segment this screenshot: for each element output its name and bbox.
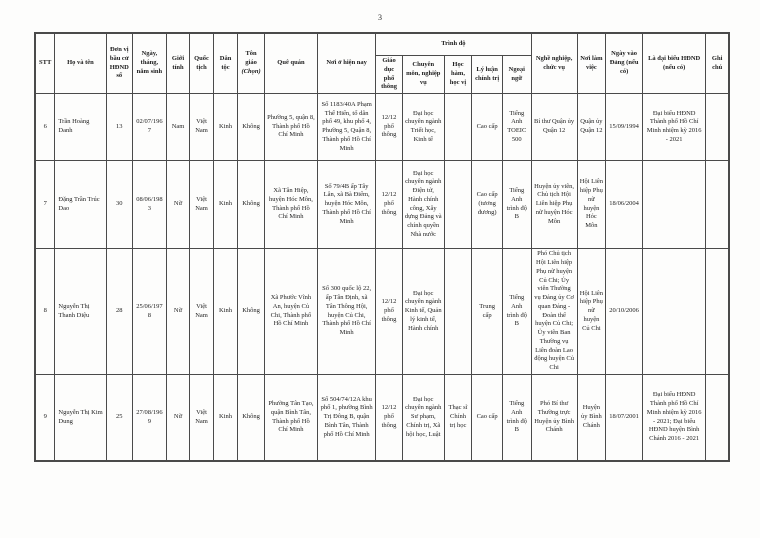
cell-hometown: Phường Tân Tạo, quận Bình Tân, Thành phố Hồ Chí Minh: [264, 375, 317, 461]
header-politics: Lý luận chính trị: [472, 56, 503, 94]
cell-politics: Cao cấp (tương đương): [472, 161, 503, 249]
cell-party-date: 18/07/2001: [606, 375, 643, 461]
delegates-table-container: [35, 33, 729, 461]
cell-residence: Số 1183/40A Phạm Thế Hiển, tổ dân phố 49, khu phố 4, Phường 5, Quận 8, Thành phố Hồ Chí Minh: [318, 94, 376, 161]
header-religion-label: Tôn giáo: [245, 50, 257, 67]
cell-dob: 25/06/1978: [133, 249, 167, 375]
cell-religion: Không: [238, 249, 265, 375]
cell-delegate: Đại biểu HĐND Thành phố Hồ Chí Minh nhiệm kỳ 2016 - 2021: [642, 94, 705, 161]
header-education: Giáo dục phổ thông: [376, 56, 403, 94]
header-dob: Ngày, tháng, năm sinh: [133, 34, 167, 94]
cell-dob: 27/08/1969: [133, 375, 167, 461]
header-religion-note: (Chọn): [241, 67, 261, 75]
cell-education: 12/12 phổ thông: [376, 94, 403, 161]
header-religion: [238, 34, 265, 94]
header-name: Họ và tên: [55, 34, 106, 94]
header-residence: Nơi ở hiện nay: [318, 34, 376, 94]
header-qualification-group: Trình độ: [376, 34, 531, 56]
cell-specialty: Đại học chuyên ngành Kinh tế, Quản lý kinh tế, Hành chính: [402, 249, 444, 375]
header-language: Ngoại ngữ: [502, 56, 531, 94]
cell-dob: 02/07/1967: [133, 94, 167, 161]
cell-education: 12/12 phổ thông: [376, 249, 403, 375]
header-gender: Giới tính: [166, 34, 190, 94]
header-ethnicity: Dân tộc: [213, 34, 238, 94]
cell-unit: 28: [106, 249, 133, 375]
cell-job: Phó Chủ tịch Hội Liên hiệp Phụ nữ huyện Củ Chi; Ủy viên Thường vụ Đảng ủy Cơ quan Đảng - Đoàn thể huyện Củ Chi; Ủy viên Ban Thường vụ Liên đoàn Lao động huyện Củ Chi: [531, 249, 577, 375]
cell-gender: Nữ: [166, 161, 190, 249]
cell-ethnicity: Kinh: [213, 94, 238, 161]
cell-workplace: Hội Liên hiệp Phụ nữ huyện Củ Chi: [577, 249, 606, 375]
cell-nationality: Việt Nam: [190, 161, 214, 249]
cell-delegate: [642, 249, 705, 375]
delegates-table: [35, 33, 729, 461]
cell-education: 12/12 phổ thông: [376, 375, 403, 461]
cell-note: [706, 249, 729, 375]
cell-job: Bí thư Quận ủy Quận 12: [531, 94, 577, 161]
cell-stt: 9: [36, 375, 55, 461]
cell-language: Tiếng Anh TOEIC 500: [502, 94, 531, 161]
cell-language: Tiếng Anh trình độ B: [502, 249, 531, 375]
cell-unit: 30: [106, 161, 133, 249]
cell-party-date: 18/06/2004: [606, 161, 643, 249]
cell-degree: [444, 249, 472, 375]
table-row: [36, 249, 729, 375]
cell-party-date: 20/10/2006: [606, 249, 643, 375]
cell-stt: 8: [36, 249, 55, 375]
cell-unit: 25: [106, 375, 133, 461]
cell-nationality: Việt Nam: [190, 375, 214, 461]
cell-religion: Không: [238, 94, 265, 161]
table-body: [36, 94, 729, 461]
header-degree: Học hàm, học vị: [444, 56, 472, 94]
cell-religion: Không: [238, 161, 265, 249]
table-row: [36, 375, 729, 461]
cell-language: Tiếng Anh trình độ B: [502, 375, 531, 461]
table-row: [36, 161, 729, 249]
cell-politics: Cao cấp: [472, 94, 503, 161]
page-number: 3: [378, 13, 382, 22]
table-row: [36, 94, 729, 161]
cell-hometown: Phường 5, quận 8, Thành phố Hồ Chí Minh: [264, 94, 317, 161]
cell-degree: Thạc sĩ Chính trị học: [444, 375, 472, 461]
header-nationality: Quốc tịch: [190, 34, 214, 94]
cell-workplace: Hội Liên hiệp Phụ nữ huyện Hóc Môn: [577, 161, 606, 249]
header-hometown: Quê quán: [264, 34, 317, 94]
cell-delegate: [642, 161, 705, 249]
header-delegate: Là đại biểu HĐND (nếu có): [642, 34, 705, 94]
cell-note: [706, 375, 729, 461]
cell-hometown: Xã Tân Hiệp, huyện Hóc Môn, Thành phố Hồ Chí Minh: [264, 161, 317, 249]
header-workplace: Nơi làm việc: [577, 34, 606, 94]
cell-residence: Số 504/74/12A khu phố 1, phường Bình Trị Đông B, quận Bình Tân, Thành phố Hồ Chí Minh: [318, 375, 376, 461]
cell-party-date: 15/09/1994: [606, 94, 643, 161]
cell-language: Tiếng Anh trình độ B: [502, 161, 531, 249]
cell-specialty: Đại học chuyên ngành Điện tử, Hành chính công, Xây dựng Đảng và chính quyền Nhà nước: [402, 161, 444, 249]
cell-ethnicity: Kinh: [213, 161, 238, 249]
cell-workplace: Quận ủy Quận 12: [577, 94, 606, 161]
cell-stt: 6: [36, 94, 55, 161]
cell-residence: Số 300 quốc lộ 22, ấp Tân Định, xã Tân Thông Hội, huyện Củ Chi, Thành phố Hồ Chí Minh: [318, 249, 376, 375]
cell-delegate: Đại biểu HĐND Thành phố Hồ Chí Minh nhiệm kỳ 2016 - 2021; Đại biểu HĐND huyện Bình Chánh 2016 - 2021: [642, 375, 705, 461]
cell-specialty: Đại học chuyên ngành Triết học, Kinh tế: [402, 94, 444, 161]
cell-specialty: Đại học chuyên ngành Sư phạm, Chính trị, Xã hội học, Luật: [402, 375, 444, 461]
cell-name: Nguyễn Thị Kim Dung: [55, 375, 106, 461]
header-job: Nghề nghiệp, chức vụ: [531, 34, 577, 94]
cell-nationality: Việt Nam: [190, 94, 214, 161]
header-specialty: Chuyên môn, nghiệp vụ: [402, 56, 444, 94]
cell-nationality: Việt Nam: [190, 249, 214, 375]
cell-job: Phó Bí thư Thường trực Huyện ủy Bình Chánh: [531, 375, 577, 461]
header-unit: Đơn vị bầu cử HĐND số: [106, 34, 133, 94]
header-stt: STT: [36, 34, 55, 94]
header-note: Ghi chú: [706, 34, 729, 94]
cell-ethnicity: Kinh: [213, 249, 238, 375]
cell-workplace: Huyện ủy Bình Chánh: [577, 375, 606, 461]
cell-politics: Trung cấp: [472, 249, 503, 375]
cell-name: Nguyễn Thị Thanh Diệu: [55, 249, 106, 375]
cell-religion: Không: [238, 375, 265, 461]
cell-stt: 7: [36, 161, 55, 249]
cell-gender: Nữ: [166, 375, 190, 461]
cell-education: 12/12 phổ thông: [376, 161, 403, 249]
table-header: [36, 34, 729, 94]
cell-residence: Số 79/4B ấp Tây Lân, xã Bà Điểm, huyện Hóc Môn, Thành phố Hồ Chí Minh: [318, 161, 376, 249]
cell-politics: Cao cấp: [472, 375, 503, 461]
cell-unit: 13: [106, 94, 133, 161]
cell-job: Huyện ủy viên, Chủ tịch Hội Liên hiệp Phụ nữ huyện Hóc Môn: [531, 161, 577, 249]
cell-degree: [444, 161, 472, 249]
cell-dob: 08/06/1983: [133, 161, 167, 249]
cell-degree: [444, 94, 472, 161]
cell-gender: Nam: [166, 94, 190, 161]
cell-note: [706, 161, 729, 249]
cell-name: Trần Hoàng Danh: [55, 94, 106, 161]
header-party-date: Ngày vào Đảng (nếu có): [606, 34, 643, 94]
cell-note: [706, 94, 729, 161]
cell-ethnicity: Kinh: [213, 375, 238, 461]
cell-hometown: Xã Phước Vĩnh An, huyện Củ Chi, Thành phố Hồ Chí Minh: [264, 249, 317, 375]
cell-gender: Nữ: [166, 249, 190, 375]
cell-name: Đặng Trần Trúc Dao: [55, 161, 106, 249]
